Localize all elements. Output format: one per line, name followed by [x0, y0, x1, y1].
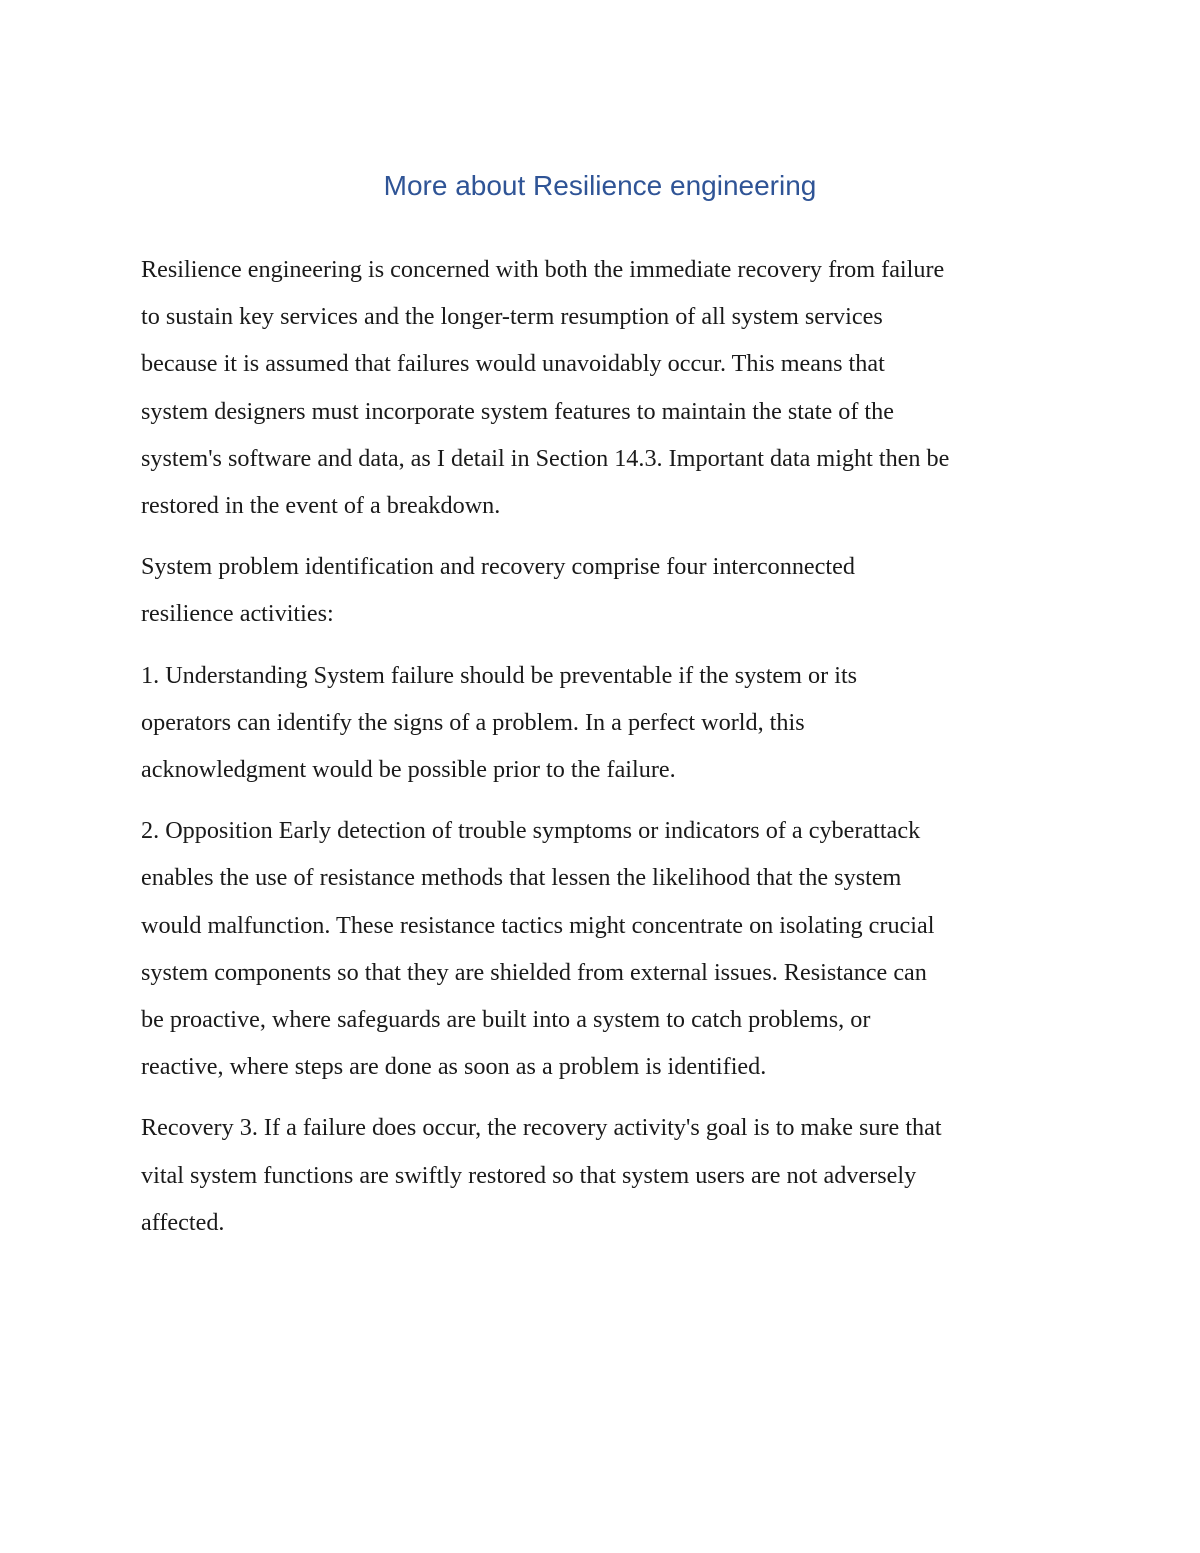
paragraph-line: Resilience engineering is concerned with both the immediate recovery from failure: [141, 256, 945, 283]
paragraph-line: to sustain key services and the longer-term resumption of all system services: [141, 303, 883, 331]
paragraph-line: affected.: [141, 1208, 225, 1236]
document-title: More about Resilience engineering: [383, 170, 817, 201]
paragraph-line: system designers must incorporate system features to maintain the state of the: [141, 397, 894, 425]
paragraph-line: enables the use of resistance methods that lessen the likelihood that the system: [141, 864, 902, 892]
paragraph-line: system components so that they are shielded from external issues. Resistance can: [141, 958, 927, 986]
paragraph-opposition: [141, 807, 1071, 1090]
paragraph-activities-intro: [141, 543, 1071, 637]
paragraph-line: operators can identify the signs of a problem. In a perfect world, this: [141, 708, 805, 736]
paragraph-line: acknowledgment would be possible prior to the failure.: [141, 756, 676, 784]
paragraph-intro: [141, 246, 1071, 529]
paragraph-line: would malfunction. These resistance tactics might concentrate on isolating crucial: [141, 911, 935, 939]
paragraph-line: vital system functions are swiftly restored so that system users are not adversely: [141, 1161, 917, 1189]
paragraph-line: 1. Understanding System failure should be preventable if the system or its: [141, 661, 858, 689]
paragraph-line: restored in the event of a breakdown.: [141, 492, 501, 520]
paragraph-recovery: [141, 1104, 1071, 1246]
paragraph-line: reactive, where steps are done as soon as a problem is identified.: [141, 1053, 767, 1081]
document-body: [141, 246, 1071, 1260]
paragraph-line: resilience activities:: [141, 600, 334, 628]
paragraph-understanding: [141, 652, 1071, 794]
paragraph-line: because it is assumed that failures would unavoidably occur. This means that: [141, 350, 885, 378]
paragraph-line: System problem identification and recovery comprise four interconnected: [141, 553, 855, 581]
paragraph-line: system's software and data, as I detail in Section 14.3. Important data might then be: [141, 444, 950, 472]
paragraph-line: Recovery 3. If a failure does occur, the recovery activity's goal is to make sure that: [141, 1114, 942, 1142]
paragraph-line: 2. Opposition Early detection of trouble symptoms or indicators of a cyberattack: [141, 817, 921, 845]
paragraph-line: be proactive, where safeguards are built into a system to catch problems, or: [141, 1006, 871, 1034]
